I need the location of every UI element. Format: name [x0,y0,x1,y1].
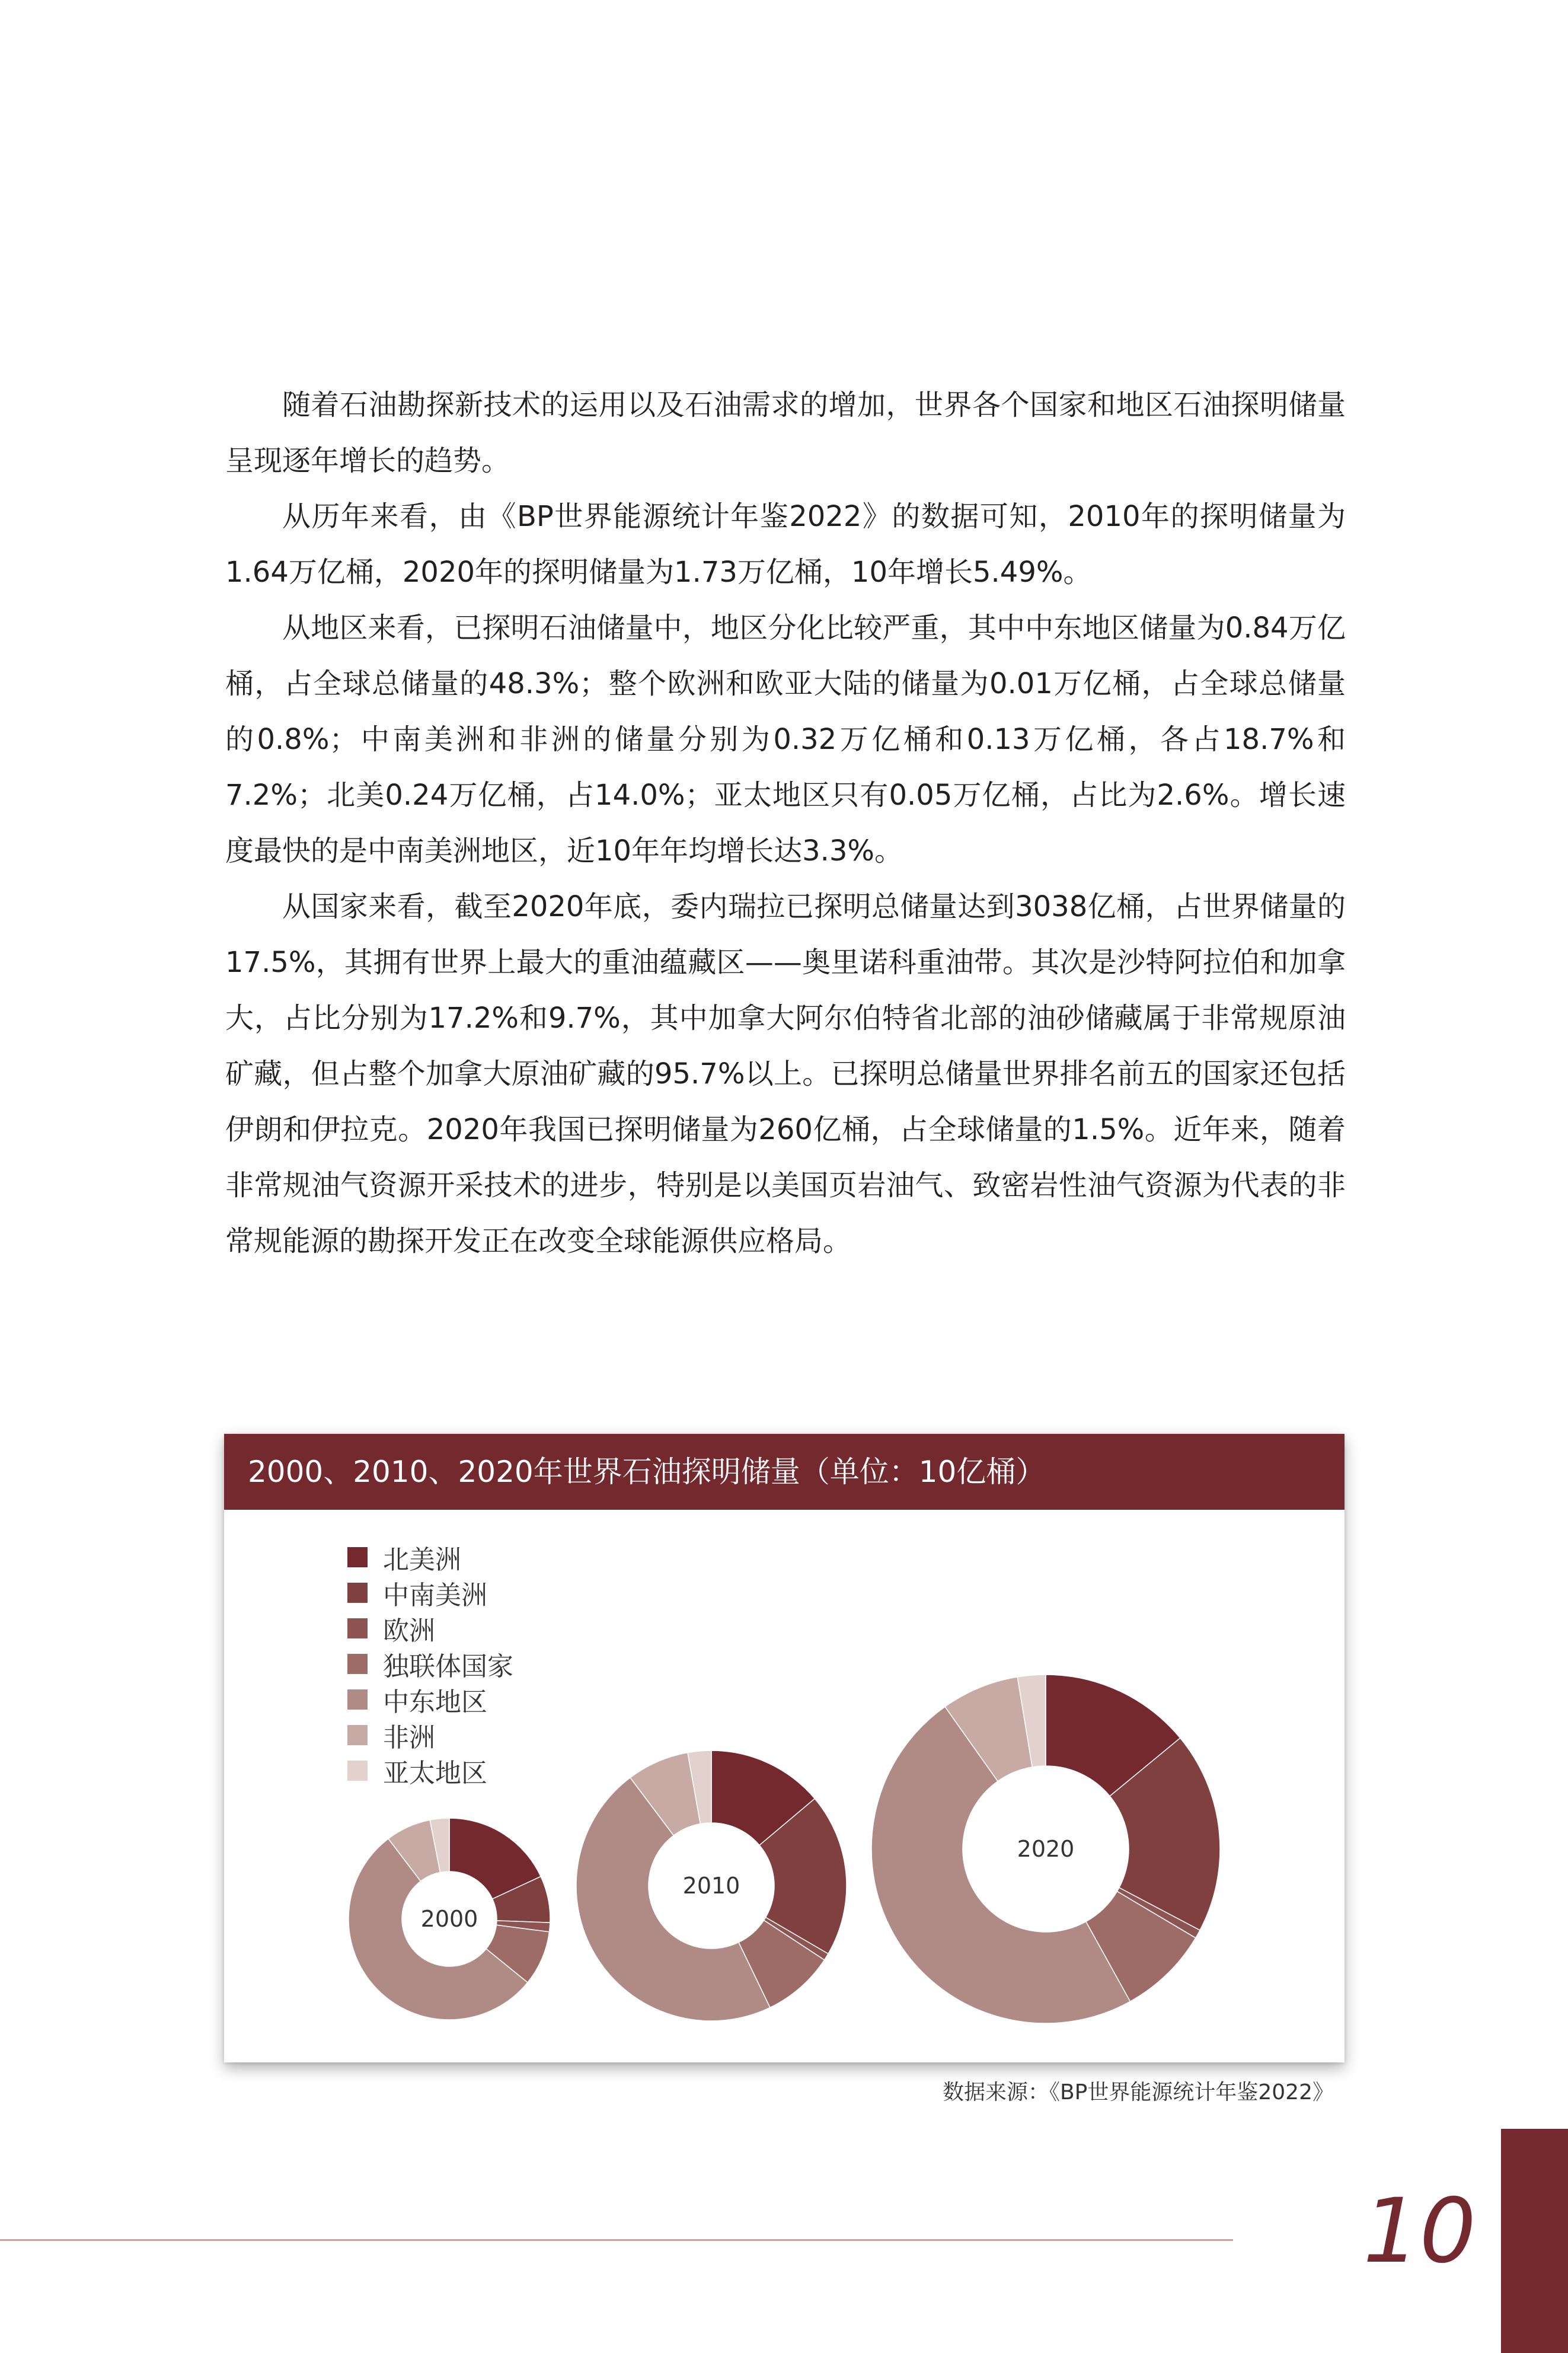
legend-label: 非洲 [383,1723,435,1753]
donut-year-label: 2000 [420,1906,478,1932]
paragraph: 从国家来看，截至2020年底，委内瑞拉已探明总储量达到3038亿桶，占世界储量的17.5%，其拥有世界上最大的重油蕴藏区——奥里诺科重油带。其次是沙特阿拉伯和加拿大，占比分别为17.2%和9.7%，其中加拿大阿尔伯特省北部的油砂储藏属于非常规原油矿藏，但占整个加拿大原油矿藏的95.7%以上。已探明总储量世界排名前五的国家还包括伊朗和伊拉克。2020年我国已探明储量为260亿桶，占全球储量的1.5%。近年来，随着非常规油气资源开采技术的进步，特别是以美国页岩油气、致密岩性油气资源为代表的非常规能源的勘探开发正在改变全球能源供应格局。 [225,890,1346,1258]
legend-label: 独联体国家 [383,1651,513,1682]
chart-panel [224,1434,1345,2062]
legend-label: 亚太地区 [383,1758,487,1788]
donut-year-label: 2010 [682,1873,740,1899]
chart-title: 2000、2010、2020年世界石油探明储量（单位：10亿桶） [224,1434,1345,1510]
body-text [225,377,1346,1269]
legend-label: 北美洲 [383,1545,461,1575]
legend-label: 中南美洲 [383,1580,487,1611]
data-source-note: 数据来源：《BP世界能源统计年鉴2022》 [942,2080,1334,2105]
donut-year-label: 2020 [1017,1836,1075,1862]
paragraph: 从历年来看，由《BP世界能源统计年鉴2022》的数据可知，2010年的探明储量为1.64万亿桶，2020年的探明储量为1.73万亿桶，10年增长5.49%。 [225,500,1346,589]
donut-charts [224,1434,1345,2062]
paragraph: 从地区来看，已探明石油储量中，地区分化比较严重，其中中东地区储量为0.84万亿桶，占全球总储量的48.3%；整个欧洲和欧亚大陆的储量为0.01万亿桶，占全球总储量的0.8%；中南美洲和非洲的储量分别为0.32万亿桶和0.13万亿桶，各占18.7%和7.2%；北美0.24万亿桶，占14.0%；亚太地区只有0.05万亿桶，占比为2.6%。增长速度最快的是中南美洲地区，近10年年均增长达3.3%。 [225,611,1346,868]
legend-label: 中东地区 [383,1687,487,1717]
paragraph: 随着石油勘探新技术的运用以及石油需求的增加，世界各个国家和地区石油探明储量呈现逐年增长的趋势。 [225,388,1346,477]
legend-label: 欧洲 [383,1616,435,1646]
corner-accent-block [1501,2129,1568,2353]
page-number: 10 [1363,2180,1476,2283]
footer-divider [0,2239,1233,2241]
